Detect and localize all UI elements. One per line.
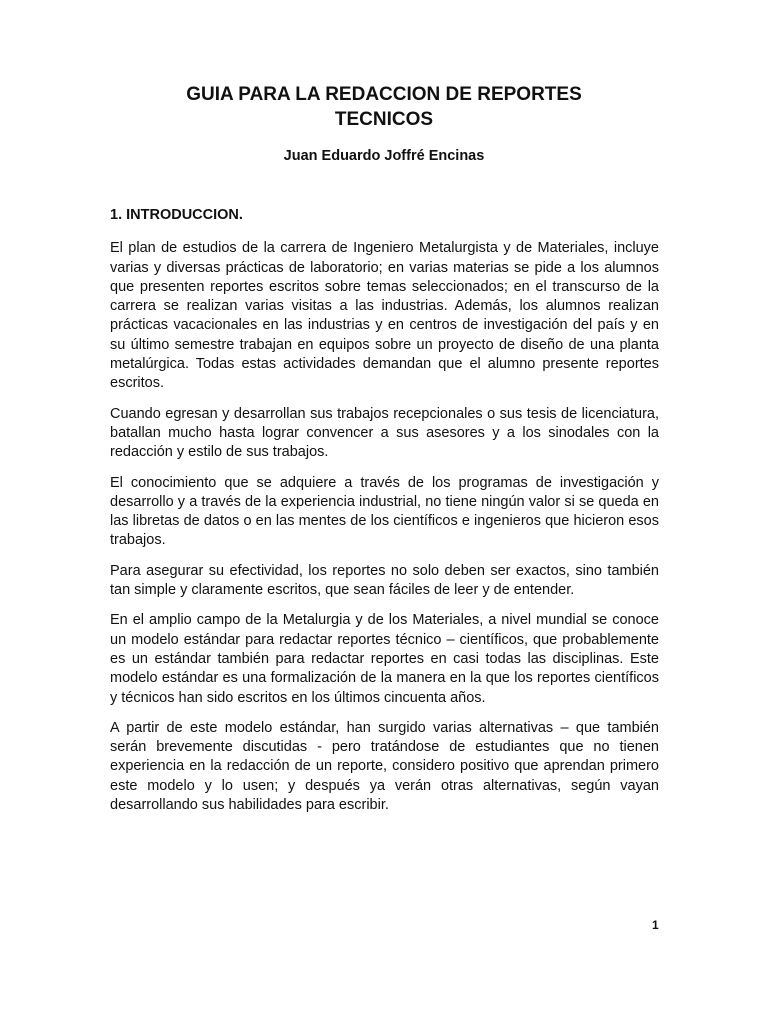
paragraph-5: En el amplio campo de la Metalurgia y de los Materiales, a nivel mundial se conoce un modelo estándar para redactar reportes técnico – científicos, que probablemente es un estándar también para redactar reportes en casi todas las disciplinas. Este modelo estándar es una formalización de la manera en la que los reportes científicos y técnicos han sido escritos en los últimos cincuenta años. (110, 612, 659, 706)
paragraph-1: El plan de estudios de la carrera de Ingeniero Metalurgista y de Materiales, incluye varias y diversas prácticas de laboratorio; en varias materias se pide a los alumnos que presenten reportes escritos sobre temas seleccionados; en el transcurso de la carrera se realizan varias visitas a las industrias. Además, los alumnos realizan prácticas vacacionales en las industrias y en centros de investigación del país y en su último semestre trabajan en equipos sobre un proyecto de diseño de una planta metalúrgica. Todas estas actividades demandan que el alumno presente reportes escritos. (110, 240, 659, 392)
document-title (0, 82, 768, 132)
title-line-1: GUIA PARA LA REDACCION DE REPORTES (186, 84, 582, 105)
page-number: 1 (652, 918, 659, 932)
paragraph-6: A partir de este modelo estándar, han surgido varias alternativas – que también serán brevemente discutidas - pero tratándose de estudiantes que no tienen experiencia en la redacción de un reporte, considero positivo que aprendan primero este modelo y lo usen; y después ya verán otras alternativas, según vayan desarrollando sus habilidades para escribir. (110, 719, 659, 814)
author-name: Juan Eduardo Joffré Encinas (283, 148, 485, 164)
paragraph-4: Para asegurar su efectividad, los reportes no solo deben ser exactos, sino también tan simple y claramente escritos, que sean fáciles de leer y de entender. (110, 562, 659, 599)
section-introduction (110, 206, 659, 826)
section-heading: 1. INTRODUCCION. (110, 207, 243, 223)
paragraph-2: Cuando egresan y desarrollan sus trabajos recepcionales o sus tesis de licenciatura, batallan mucho hasta lograr convencer a sus asesores y a los sinodales con la redacción y estilo de sus trabajos. (110, 405, 659, 461)
title-line-2: TECNICOS (334, 109, 434, 130)
paragraph-3: El conocimiento que se adquiere a través de los programas de investigación y desarrollo y a través de la experiencia industrial, no tiene ningún valor si se queda en las libretas de datos o en las mentes de los científicos e ingenieros que hicieron esos trabajos. (110, 474, 659, 549)
